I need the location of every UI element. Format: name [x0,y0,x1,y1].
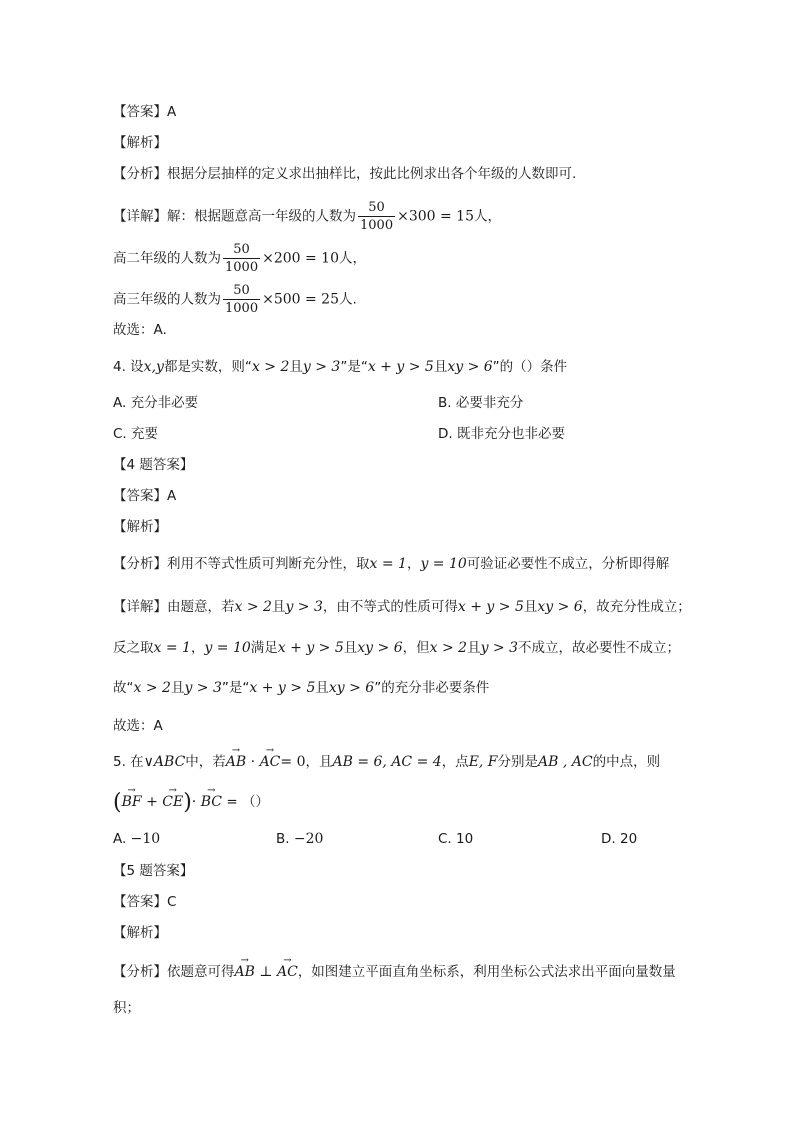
q3-analysis-tag: 【解析】 [113,135,167,151]
q4-analysis-tag: 【解析】 [113,519,167,535]
q4-fenxi-tag: 【分析】 [113,556,167,572]
q5-sides: AB , AC [538,754,593,770]
q4-and-1: 且 [289,359,303,375]
q5-stem-mid4: 分别是 [497,754,539,770]
q4-d3-and-2: 且 [315,680,329,696]
q4-cond2b: xy > 6 [447,359,493,375]
q5-fenxi-pre: 依题意可得 [167,964,235,980]
q4-cond1a: x > 2 [251,359,290,375]
q4-and-2: 且 [433,359,448,375]
q4-stem-mid1: 都是实数，则“ [163,359,252,375]
q4-d2-y: y = 10 [204,640,251,656]
q4-fenxi-post: 可验证必要性不成立，分析即得解 [466,556,670,572]
q4-detail-tag: 【详解】 [113,599,167,615]
q5-fenxi-post: ，如图建立平面直角坐标系，利用坐标公式法求出平面向量数量 [297,964,676,980]
q4-d1-post: ，故充分性成立； [582,599,691,615]
q5-stem-mid1: 中，若 [185,754,226,770]
q4-cond2a: x + y > 5 [367,359,434,375]
q4-fenxi-pre: 利用不等式性质可判断充分性，取 [167,556,370,572]
q4-d2-cond2a: x + y > 5 [277,640,344,656]
q5-fenxi-tag: 【分析】 [113,964,167,980]
q4-option-b: B. 必要非充分 [438,395,524,411]
q5-option-b-label: B. [276,831,290,847]
q3-detail-1-text: 解：根据题意高一年级的人数为 [167,208,356,225]
q3-fraction-3 [223,283,260,316]
q4-d2-comma: ， [190,640,205,656]
q5-stem-mid3: ，点 [441,754,469,770]
q5-lengths: AB = 6, AC = 4 [332,754,442,770]
q5-dot-zero: = 0 [280,754,306,770]
q5-answer-tag: 【答案】 [113,894,167,910]
q4-d1-and-1: 且 [271,599,286,615]
q4-d3-mid: ”是“ [221,680,250,696]
q3-detail-tag: 【详解】 [113,208,167,225]
q4-d2-and-2: 且 [467,640,481,656]
q3-fenxi-line [113,164,576,184]
q4-d1-cond1a: x > 2 [234,599,272,615]
q4-d2-cond1b: y > 3 [480,640,519,656]
q3-detail-1-expr: ×300 = 15 [397,208,474,225]
q4-option-c: C. 充要 [113,426,159,442]
q4-stem-pre: 4. 设 [113,359,144,375]
q4-answer-line [113,486,176,506]
q5-vec-ce: → CE [162,792,183,812]
q3-detail-line-3 [113,283,357,316]
q3-detail-line-1 [113,200,501,233]
q4-d2-cond2b: xy > 6 [357,640,403,656]
q4-d2-mid: 满足 [250,640,278,656]
q3-fenxi-tag: 【分析】 [113,166,167,182]
q3-detail-line-2 [113,242,366,275]
q5-answer-line [113,892,176,912]
q3-detail-1-unit: 人， [474,208,501,225]
q5-fenxi-line-2: 积； [113,1000,140,1016]
q5-answer: C [167,894,177,910]
q3-detail-3-unit: 人. [339,291,357,308]
q5-fenxi-vec-ac: → AC [277,962,298,982]
q5-plus: + [146,794,158,810]
q3-frac-3-num: 50 [223,283,260,300]
q4-d2-post: 不成立，故必要性不成立； [518,640,681,656]
q4-detail-line-3 [113,678,489,698]
q4-answer-tag: 【答案】 [113,488,167,504]
q4-d3-and-1: 且 [170,680,185,696]
q3-frac-1-den: 1000 [360,218,394,233]
q4-stem-mid2: ”是“ [340,359,368,375]
q3-answer-line [113,102,176,122]
q4-d1-and-2: 且 [523,599,538,615]
q4-d1-pre: 由题意，若 [167,599,235,615]
q5-vec-ac: → AC [260,752,281,772]
q4-d3-pre: 故“ [113,680,134,696]
q3-frac-1-num: 50 [358,200,395,217]
q4-d1-cond2a: x + y > 5 [457,599,524,615]
q4-detail-line-1 [113,597,691,617]
q5-fenxi-line-1 [113,962,676,982]
q5-vec-bc: → BC [201,792,222,812]
q4-d3-cond1b: y > 3 [184,680,222,696]
q5-option-b-value: −20 [293,831,324,847]
q5-option-a-label: A. [113,831,127,847]
q4-d1-mid: ，由不等式的性质可得 [322,599,458,615]
q5-stem-line-1: 5. 在∨ABC中，若→ AB · → AC= 0，且AB = 6, AC = 4，点E, F分别是AB , AC的中点，则 [113,752,660,772]
q4-d3-cond2b: xy > 6 [328,680,375,696]
q4-d2-mid2: ，但 [402,640,430,656]
q3-answer: A [167,104,177,120]
q4-d2-cond1a: x > 2 [429,640,468,656]
q3-frac-2-den: 1000 [225,260,259,275]
q5-option-d: D. 20 [601,831,638,847]
q4-detail-line-2 [113,638,680,658]
q5-analysis-tag: 【解析】 [113,925,167,941]
q3-detail-2-expr: ×200 = 10 [262,250,339,267]
q4-d1-cond1b: y > 3 [285,599,323,615]
q3-detail-3-expr: ×500 = 25 [262,291,339,308]
q4-title-tag: 【4 题答案】 [113,457,194,473]
q4-option-d: D. 既非充分也非必要 [438,426,565,442]
q5-title-tag: 【5 题答案】 [113,863,194,879]
q4-d3-post: ”的充分非必要条件 [374,680,490,696]
q5-option-c: C. 10 [438,831,474,847]
q5-points: E, F [468,754,498,770]
q3-frac-2-num: 50 [223,242,260,259]
q5-fenxi-vec-ab: → AB [235,962,255,982]
q4-fenxi-y: y = 10 [420,556,467,572]
q3-answer-tag: 【答案】 [113,104,167,120]
q4-d2-and-1: 且 [343,640,358,656]
q3-fraction-1 [358,200,395,233]
q4-fenxi-line [113,554,669,574]
q5-vec-ab: → AB [226,752,246,772]
q4-d3-cond2a: x + y > 5 [249,680,316,696]
q4-stem-post: ”的（）条件 [492,359,568,375]
q5-stem-post: 的中点，则 [592,754,661,770]
q3-choice: 故选：A. [113,322,167,338]
q5-vec-bf: → BF [122,792,142,812]
q4-cond1b: y > 3 [302,359,341,375]
q4-choice: 故选：A [113,718,163,734]
q5-stem-l2-post: = （） [226,794,270,810]
q4-fenxi-comma: ， [406,556,421,572]
q4-d1-cond2b: xy > 6 [537,599,583,615]
q4-stem-xy: x,y [143,359,164,375]
q4-option-a: A. 充分非必要 [113,395,199,411]
q5-option-a-value: −10 [130,831,161,847]
q4-d3-cond1a: x > 2 [133,680,171,696]
q5-triangle: ∨ABC [143,754,186,770]
q5-stem-pre: 5. 在 [113,754,144,770]
q3-detail-2-unit: 人， [339,250,366,267]
q3-fenxi-text: 根据分层抽样的定义求出抽样比，按此比例求出各个年级的人数即可. [167,166,577,182]
q5-option-a [113,829,160,849]
q5-perp: ⊥ [259,964,273,980]
q4-d2-pre: 反之取 [113,640,154,656]
q3-fraction-2 [223,242,260,275]
q4-stem [113,357,567,377]
q3-detail-3-text: 高三年级的人数为 [113,291,221,308]
q4-answer: A [167,488,177,504]
q5-stem-line-2: (→ BF + → CE)· → BC = （） [113,792,269,813]
q5-option-b [276,829,323,849]
q5-stem-mid2: ，且 [305,754,333,770]
q3-frac-3-den: 1000 [225,301,259,316]
q3-detail-2-text: 高二年级的人数为 [113,250,221,267]
q4-d2-x: x = 1 [153,640,191,656]
q4-fenxi-x: x = 1 [369,556,407,572]
